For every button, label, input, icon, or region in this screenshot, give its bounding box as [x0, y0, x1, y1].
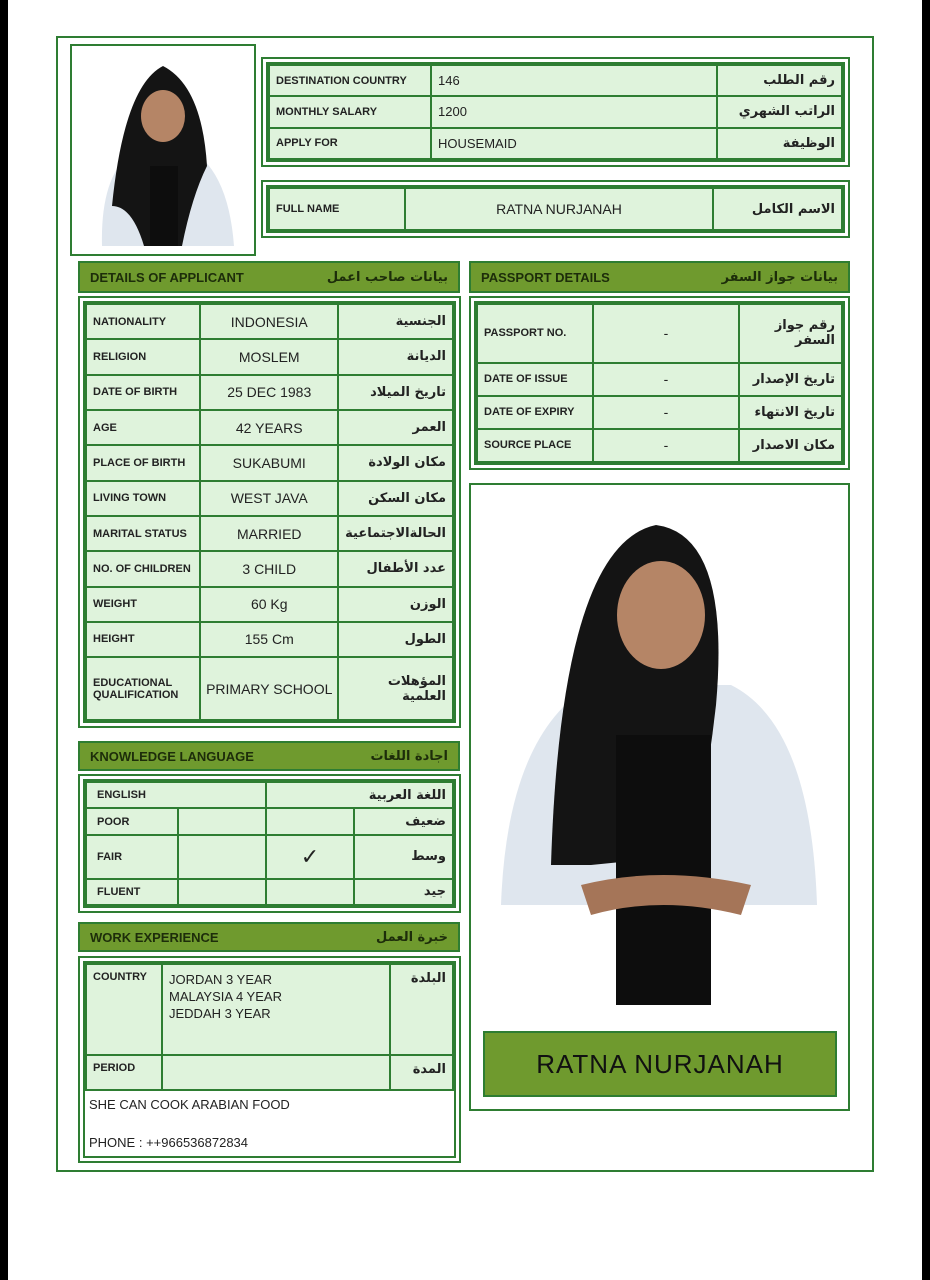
language-arabic-cell [266, 808, 354, 834]
table-row [86, 879, 453, 905]
applicant-value: WEST JAVA [200, 481, 338, 516]
applicant-label: WEIGHT [86, 587, 200, 622]
passport-label: SOURCE PLACE [477, 429, 593, 462]
language-box [78, 774, 461, 913]
table-row [86, 410, 453, 445]
passport-value: - [593, 304, 739, 363]
table-row [269, 128, 842, 159]
applicant-ar: الوزن [338, 587, 453, 622]
passport-header-en: PASSPORT DETAILS [481, 269, 610, 285]
applicant-ar: الجنسية [338, 304, 453, 339]
language-level-label: FLUENT [86, 879, 178, 905]
applicant-header-ar: بيانات صاحب اعمل [326, 269, 448, 285]
passport-label: PASSPORT NO. [477, 304, 593, 363]
name-banner: RATNA NURJANAH [483, 1031, 837, 1097]
table-row [86, 516, 453, 551]
table-row [477, 304, 842, 363]
experience-header-en: WORK EXPERIENCE [90, 929, 219, 945]
table-row [86, 657, 453, 720]
applicant-box [78, 296, 461, 728]
applicant-ar: الطول [338, 622, 453, 657]
applicant-value: SUKABUMI [200, 445, 338, 480]
applicant-label: HEIGHT [86, 622, 200, 657]
applicant-label: NO. OF CHILDREN [86, 551, 200, 586]
note-text: SHE CAN COOK ARABIAN FOOD [89, 1097, 290, 1112]
destination-value: 146 [431, 65, 717, 96]
application-sheet [8, 0, 922, 1280]
language-header-ar: اجادة اللغات [370, 748, 448, 764]
applicant-photo-large-icon [471, 485, 848, 1005]
experience-header [78, 922, 460, 952]
language-level-ar: ضعيف [354, 808, 453, 834]
applicant-ar: مكان السكن [338, 481, 453, 516]
applicant-ar: الحالةالاجتماعية [338, 516, 453, 551]
language-arabic-cell [266, 879, 354, 905]
applicant-label: NATIONALITY [86, 304, 200, 339]
country-line: MALAYSIA 4 YEAR [169, 989, 282, 1004]
language-level-label: FAIR [86, 835, 178, 879]
fullname-ar: الاسم الكامل [713, 188, 842, 230]
job-info-box [261, 57, 850, 167]
language-level-label: POOR [86, 808, 178, 834]
salary-label: MONTHLY SALARY [269, 96, 431, 127]
applicant-value: MOSLEM [200, 339, 338, 374]
language-header-en: KNOWLEDGE LANGUAGE [90, 748, 254, 764]
period-ar: المدة [390, 1055, 453, 1090]
table-row [477, 363, 842, 396]
right-edge-bar [922, 0, 930, 1280]
applicant-ar: مكان الولادة [338, 445, 453, 480]
apply-value: HOUSEMAID [431, 128, 717, 159]
destination-label: DESTINATION COUNTRY [269, 65, 431, 96]
table-row [86, 835, 453, 879]
left-edge-bar [0, 0, 8, 1280]
applicant-label: RELIGION [86, 339, 200, 374]
country-ar: البلدة [390, 964, 453, 1055]
experience-box [78, 956, 461, 1163]
applicant-label: DATE OF BIRTH [86, 375, 200, 410]
applicant-value: 60 Kg [200, 587, 338, 622]
job-info-table [268, 64, 843, 160]
table-row [269, 96, 842, 127]
applicant-label: AGE [86, 410, 200, 445]
table-row [86, 587, 453, 622]
table-row [86, 1055, 453, 1090]
table-row [86, 339, 453, 374]
check-mark-icon: ✓ [300, 843, 320, 869]
passport-ar: رقم جواز السفر [739, 304, 842, 363]
passport-value: - [593, 429, 739, 462]
experience-table [85, 963, 454, 1091]
language-english-cell [178, 808, 266, 834]
period-value [162, 1055, 390, 1090]
language-header [78, 741, 460, 771]
applicant-photo-small-icon [72, 46, 254, 254]
passport-ar: مكان الاصدار [739, 429, 842, 462]
applicant-ar: الديانة [338, 339, 453, 374]
destination-ar: رقم الطلب [717, 65, 842, 96]
applicant-value: 155 Cm [200, 622, 338, 657]
period-label: PERIOD [86, 1055, 162, 1090]
passport-table [476, 303, 843, 463]
apply-label: APPLY FOR [269, 128, 431, 159]
applicant-label: MARITAL STATUS [86, 516, 200, 551]
country-value [162, 964, 390, 1055]
table-row [86, 964, 453, 1055]
passport-value: - [593, 396, 739, 429]
salary-value: 1200 [431, 96, 717, 127]
full-name-table [268, 187, 843, 231]
country-line: JORDAN 3 YEAR [169, 972, 273, 987]
applicant-value: 3 CHILD [200, 551, 338, 586]
language-english-cell [178, 879, 266, 905]
applicant-value: MARRIED [200, 516, 338, 551]
salary-ar: الراتب الشهري [717, 96, 842, 127]
applicant-header [78, 261, 460, 293]
language-english-cell [178, 835, 266, 879]
applicant-ar: تاريخ الميلاد [338, 375, 453, 410]
passport-header-ar: بيانات جواز السفر [721, 269, 838, 285]
language-level-ar: وسط [354, 835, 453, 879]
notes-area [85, 1091, 454, 1156]
passport-ar: تاريخ الإصدار [739, 363, 842, 396]
table-row [477, 429, 842, 462]
country-line: JEDDAH 3 YEAR [169, 1006, 271, 1021]
applicant-table [85, 303, 454, 721]
applicant-label: LIVING TOWN [86, 481, 200, 516]
arabic-label: اللغة العربية [266, 782, 453, 808]
passport-value: - [593, 363, 739, 396]
applicant-header-en: DETAILS OF APPLICANT [90, 269, 244, 285]
applicant-value: INDONESIA [200, 304, 338, 339]
english-label: ENGLISH [86, 782, 266, 808]
language-table [85, 781, 454, 906]
passport-header [469, 261, 850, 293]
table-row [477, 396, 842, 429]
passport-label: DATE OF EXPIRY [477, 396, 593, 429]
table-row [269, 188, 842, 230]
fullname-value: RATNA NURJANAH [405, 188, 713, 230]
applicant-ar: العمر [338, 410, 453, 445]
table-row [86, 445, 453, 480]
experience-header-ar: خبرة العمل [376, 929, 448, 945]
applicant-ar: المؤهلات العلمية [338, 657, 453, 720]
language-level-ar: جيد [354, 879, 453, 905]
table-row [86, 622, 453, 657]
applicant-value: 25 DEC 1983 [200, 375, 338, 410]
applicant-ar: عدد الأطفال [338, 551, 453, 586]
table-row [86, 375, 453, 410]
applicant-label: EDUCATIONAL QUALIFICATION [86, 657, 200, 720]
language-arabic-cell [266, 835, 354, 879]
passport-box [469, 296, 850, 470]
table-row [86, 808, 453, 834]
passport-ar: تاريخ الانتهاء [739, 396, 842, 429]
full-name-box [261, 180, 850, 238]
table-row [86, 304, 453, 339]
country-label: COUNTRY [86, 964, 162, 1055]
applicant-value: 42 YEARS [200, 410, 338, 445]
large-photo-panel [469, 483, 850, 1111]
fullname-label: FULL NAME [269, 188, 405, 230]
apply-ar: الوظيفة [717, 128, 842, 159]
table-row [86, 551, 453, 586]
small-photo [70, 44, 256, 256]
table-row [269, 65, 842, 96]
applicant-value: PRIMARY SCHOOL [200, 657, 338, 720]
passport-label: DATE OF ISSUE [477, 363, 593, 396]
applicant-label: PLACE OF BIRTH [86, 445, 200, 480]
phone-text: PHONE : ++966536872834 [89, 1135, 249, 1150]
table-row [86, 481, 453, 516]
table-row [86, 782, 453, 808]
